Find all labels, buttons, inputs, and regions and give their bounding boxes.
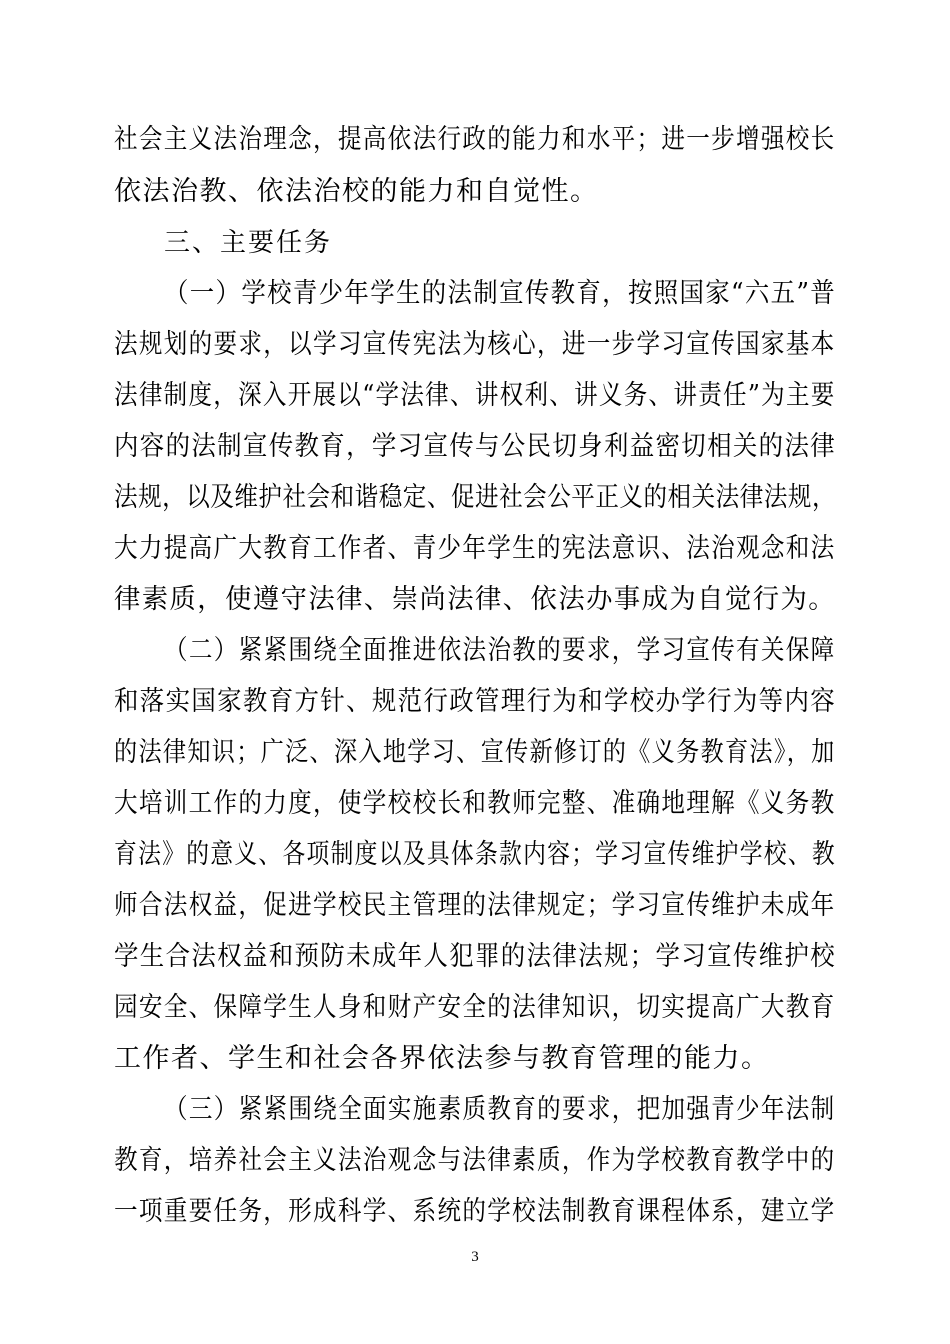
text-line: 一项重要任务，形成科学、系统的学校法制教育课程体系，建立学 [114,1196,836,1227]
text-line: 的法律知识；广泛、深入地学习、宣传新修订的《义务教育法》，加 [114,737,836,768]
text-line: 园安全、保障学生人身和财产安全的法律知识，切实提高广大教育 [114,992,836,1023]
paragraph-first-line: （三）紧紧围绕全面实施素质教育的要求，把加强青少年法制 [164,1094,836,1125]
text-line: 社会主义法治理念，提高依法行政的能力和水平；进一步增强校长 [114,124,836,155]
paragraph-first-line: （一）学校青少年学生的法制宣传教育，按照国家“六五”普 [164,278,837,309]
text-line: 大力提高广大教育工作者、青少年学生的宪法意识、法治观念和法 [114,533,836,564]
text-line: 依法治教、依法治校的能力和自觉性。 [114,176,599,207]
section-heading: 三、主要任务 [164,228,333,258]
text-line: 律素质，使遵守法律、崇尚法律、依法办事成为自觉行为。 [114,584,837,615]
text-line: 内容的法制宣传教育，学习宣传与公民切身利益密切相关的法律 [114,431,837,462]
text-line: 法律制度，深入开展以“学法律、讲权利、讲义务、讲责任”为主要 [114,380,836,411]
text-line: 育法》的意义、各项制度以及具体条款内容；学习宣传维护学校、教 [114,839,836,870]
text-line: 教育，培养社会主义法治观念与法律素质，作为学校教育教学中的 [114,1145,836,1176]
text-line: 法规划的要求，以学习宣传宪法为核心，进一步学习宣传国家基本 [114,329,836,360]
page-number: 3 [471,1249,479,1265]
text-line: 学生合法权益和预防未成年人犯罪的法律法规；学习宣传维护校 [114,941,837,972]
text-line: 工作者、学生和社会各界依法参与教育管理的能力。 [114,1043,770,1074]
paragraph-first-line: （二）紧紧围绕全面推进依法治教的要求，学习宣传有关保障 [164,635,836,666]
text-line: 师合法权益，促进学校民主管理的法律规定；学习宣传维护未成年 [114,890,836,921]
text-line: 大培训工作的力度，使学校校长和教师完整、准确地理解《义务教 [114,788,836,819]
text-line: 法规，以及维护社会和谐稳定、促进社会公平正义的相关法律法规， [114,482,837,513]
text-line: 和落实国家教育方针、规范行政管理行为和学校办学行为等内容 [114,686,837,717]
